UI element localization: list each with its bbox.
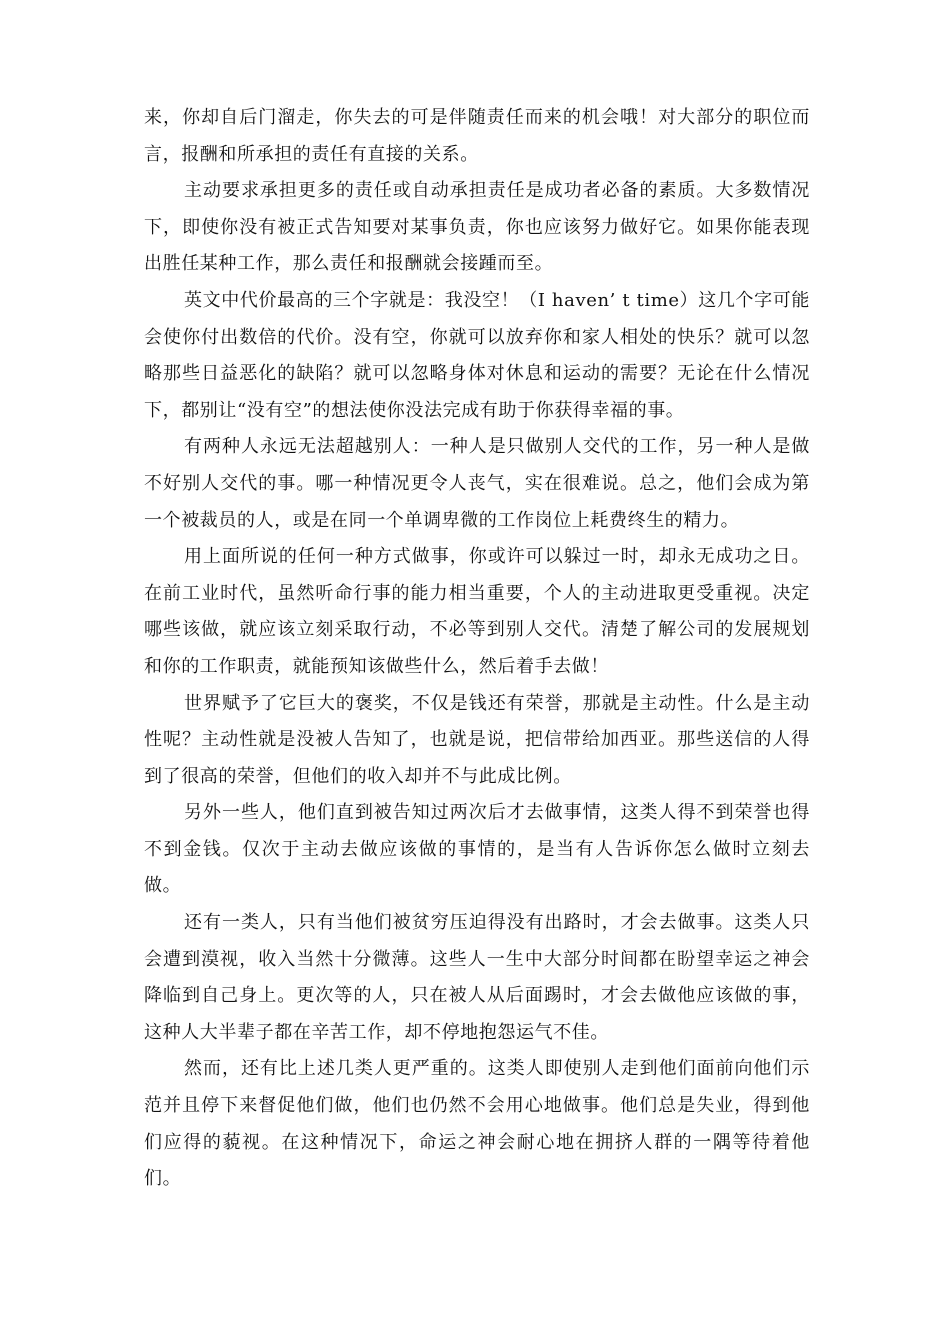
paragraph-4: 有两种人永远无法超越别人：一种人是只做别人交代的工作，另一种人是做不好别人交代的事。哪一种情况更令人丧气，实在很难说。总之，他们会成为第一个被裁员的人，或是在同一个单调卑微的工作岗位上耗费终生的精力。 <box>144 436 810 531</box>
paragraph-9: 然而，还有比上述几类人更严重的。这类人即使别人走到他们面前向他们示范并且停下来督促他们做，他们也仍然不会用心地做事。他们总是失业，得到他们应得的藐视。在这种情况下，命运之神会耐心地在拥挤人群的一隅等待着他们。 <box>144 1058 810 1190</box>
paragraph-1: 来，你却自后门溜走，你失去的可是伴随责任而来的机会哦！对大部分的职位而言，报酬和所承担的责任有直接的关系。 <box>144 107 810 165</box>
document-body <box>144 100 810 1198</box>
paragraph-7: 另外一些人，他们直到被告知过两次后才去做事情，这类人得不到荣誉也得不到金钱。仅次于主动去做应该做的事情的，是当有人告诉你怎么做时立刻去做。 <box>144 802 810 897</box>
paragraph-2: 主动要求承担更多的责任或自动承担责任是成功者必备的素质。大多数情况下，即使你没有被正式告知要对某事负责，你也应该努力做好它。如果你能表现出胜任某种工作，那么责任和报酬就会接踵而至。 <box>144 180 810 275</box>
paragraph-5: 用上面所说的任何一种方式做事，你或许可以躲过一时，却永无成功之日。在前工业时代，虽然听命行事的能力相当重要，个人的主动进取更受重视。决定哪些该做，就应该立刻采取行动，不必等到别人交代。清楚了解公司的发展规划和你的工作职责，就能预知该做些什么，然后着手去做！ <box>144 546 810 677</box>
paragraph-3: 英文中代价最高的三个字就是：我没空！（I haven’ t time）这几个字可能会使你付出数倍的代价。没有空，你就可以放弃你和家人相处的快乐？就可以忽略那些日益恶化的缺陷？就可以忽略身体对休息和运动的需要？无论在什么情况下，都别让“没有空”的想法使你没法完成有助于你获得幸福的事。 <box>144 289 810 421</box>
paragraph-6: 世界赋予了它巨大的褒奖，不仅是钱还有荣誉，那就是主动性。什么是主动性呢？主动性就是没被人告知了，也就是说，把信带给加西亚。那些送信的人得到了很高的荣誉，但他们的收入却并不与此成比例。 <box>144 692 810 787</box>
paragraph-8: 还有一类人，只有当他们被贫穷压迫得没有出路时，才会去做事。这类人只会遭到漠视，收入当然十分微薄。这些人一生中大部分时间都在盼望幸运之神会降临到自己身上。更次等的人，只在被人从后面踢时，才会去做他应该做的事，这种人大半辈子都在辛苦工作，却不停地抱怨运气不佳。 <box>144 912 810 1043</box>
